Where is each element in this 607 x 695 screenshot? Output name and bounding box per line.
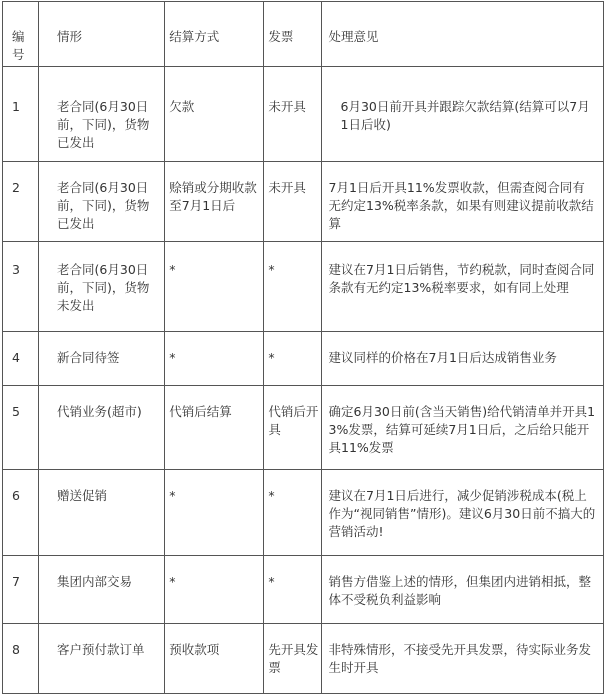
header-cell-situation bbox=[39, 2, 165, 67]
row-settlement: 欠款 bbox=[169, 99, 195, 114]
header-cell-opinion bbox=[321, 2, 604, 67]
row-opinion: 建议在7月1日后销售，节约税款，同时查阅合同条款有无约定13%税率要求，如有同上处理 bbox=[328, 262, 595, 295]
row-opinion: 6月30日前开具并跟踪欠款结算(结算可以7月1日后收) bbox=[340, 99, 590, 132]
header-id-label: 编号 bbox=[12, 29, 25, 62]
header-cell-invoice bbox=[264, 2, 321, 67]
row-invoice: * bbox=[268, 350, 275, 365]
row-situation: 代销业务(超市) bbox=[57, 404, 142, 419]
row-invoice: * bbox=[268, 262, 275, 277]
row-situation: 客户预付款订单 bbox=[57, 642, 145, 657]
header-settlement-label: 结算方式 bbox=[169, 29, 220, 44]
table-row bbox=[3, 332, 604, 386]
row-settlement: * bbox=[169, 488, 176, 503]
row-situation: 集团内部交易 bbox=[57, 574, 133, 589]
row-settlement: * bbox=[169, 574, 176, 589]
row-id: 7 bbox=[12, 574, 20, 589]
table-row bbox=[3, 242, 604, 332]
row-opinion: 非特殊情形，不接受先开具发票，待实际业务发生时开具 bbox=[328, 642, 592, 675]
row-settlement: 代销后结算 bbox=[169, 404, 232, 419]
row-invoice: 代销后开具 bbox=[268, 404, 319, 437]
row-situation: 老合同(6月30日前，下同)，货物已发出 bbox=[57, 99, 150, 150]
row-invoice: 未开具 bbox=[268, 99, 306, 114]
header-cell-id bbox=[3, 2, 39, 67]
row-situation: 赠送促销 bbox=[57, 488, 108, 503]
row-settlement: 预收款项 bbox=[169, 642, 220, 657]
row-invoice: * bbox=[268, 574, 275, 589]
row-invoice: 先开具发票 bbox=[268, 642, 319, 675]
row-invoice: * bbox=[268, 488, 275, 503]
row-id: 1 bbox=[12, 99, 20, 114]
row-opinion: 建议在7月1日后进行，减少促销涉税成本(税上作为“视同销售”情形)。建议6月30日前不搞大的营销活动! bbox=[328, 488, 596, 539]
table-row bbox=[3, 470, 604, 556]
table-row bbox=[3, 162, 604, 242]
row-situation: 老合同(6月30日前，下同)，货物未发出 bbox=[57, 262, 150, 313]
header-invoice-label: 发票 bbox=[268, 29, 294, 44]
row-id: 2 bbox=[12, 180, 20, 195]
row-opinion: 确定6月30日前(含当天销售)给代销清单并开具13%发票，结算可延续7月1日后，之后给只能开具11%发票 bbox=[328, 404, 596, 455]
row-settlement: * bbox=[169, 350, 176, 365]
row-situation: 老合同(6月30日前，下同)，货物已发出 bbox=[57, 180, 150, 231]
row-settlement: * bbox=[169, 262, 176, 277]
header-cell-settlement bbox=[165, 2, 264, 67]
header-opinion-label: 处理意见 bbox=[328, 29, 379, 44]
row-opinion: 建议同样的价格在7月1日后达成销售业务 bbox=[328, 350, 557, 365]
row-id: 3 bbox=[12, 262, 20, 277]
table-row bbox=[3, 386, 604, 470]
table-row bbox=[3, 556, 604, 624]
table-row bbox=[3, 67, 604, 162]
row-id: 8 bbox=[12, 642, 20, 657]
tax-transition-table bbox=[2, 1, 604, 694]
row-settlement: 赊销或分期收款至7月1日后 bbox=[169, 180, 257, 213]
row-id: 5 bbox=[12, 404, 20, 419]
row-opinion: 销售方借鉴上述的情形，但集团内进销相抵，整体不受税负利益影响 bbox=[328, 574, 592, 607]
row-situation: 新合同待签 bbox=[57, 350, 120, 365]
header-situation-label: 情形 bbox=[57, 29, 83, 44]
table-header-row bbox=[3, 2, 604, 67]
row-id: 4 bbox=[12, 350, 20, 365]
row-opinion: 7月1日后开具11%发票收款，但需查阅合同有无约定13%税率条款，如果有则建议提前收款结算 bbox=[328, 180, 594, 231]
table-row bbox=[3, 624, 604, 694]
row-id: 6 bbox=[12, 488, 20, 503]
row-invoice: 未开具 bbox=[268, 180, 306, 195]
